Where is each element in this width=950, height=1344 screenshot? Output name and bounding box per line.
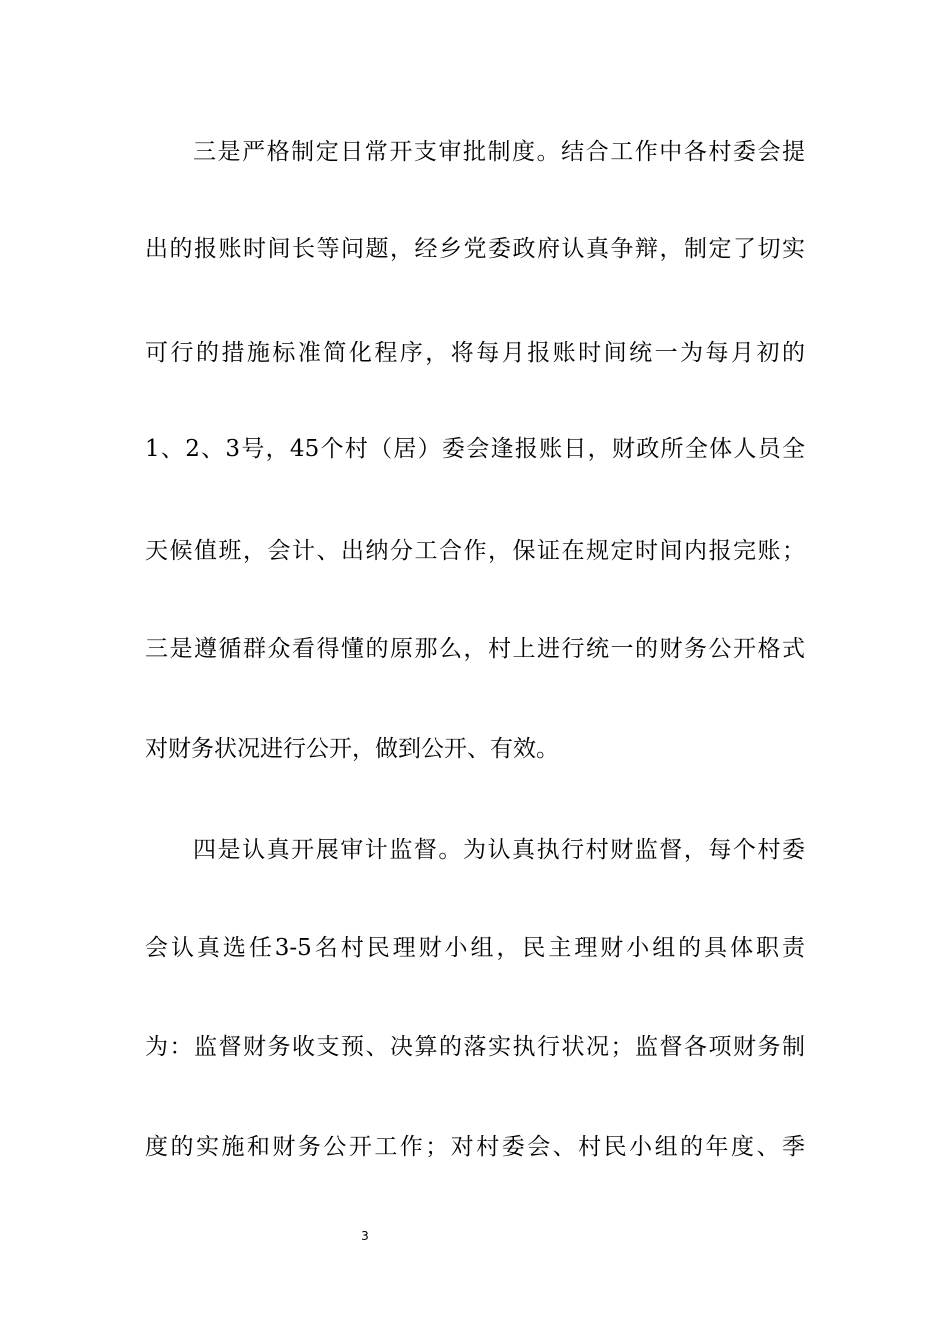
paragraph-line: 三是严格制定日常开支审批制度。结合工作中各村委会提 [193,139,805,165]
page-number: 3 [361,1229,369,1243]
paragraph-line: 会认真选任3-5名村民理财小组，民主理财小组的具体职责 [145,935,805,961]
paragraph-line: 可行的措施标准简化程序，将每月报账时间统一为每月初的 [145,340,805,366]
paragraph-line: 天候值班，会计、出纳分工合作，保证在规定时间内报完账； [145,538,805,564]
paragraph-line: 对财务状况进行公开，做到公开、有效。 [145,736,559,762]
paragraph-line: 三是遵循群众看得懂的原那么，村上进行统一的财务公开格式 [145,636,805,662]
paragraph-line: 为：监督财务收支预、决算的落实执行状况；监督各项财务制 [145,1034,805,1060]
paragraph-line: 度的实施和财务公开工作；对村委会、村民小组的年度、季 [145,1134,805,1160]
paragraph-line: 出的报账时间长等问题，经乡党委政府认真争辩，制定了切实 [145,236,805,262]
paragraph-line: 1、2、3号，45个村（居）委会逢报账日，财政所全体人员全 [145,436,805,462]
paragraph-line: 四是认真开展审计监督。为认真执行村财监督，每个村委 [193,837,805,863]
